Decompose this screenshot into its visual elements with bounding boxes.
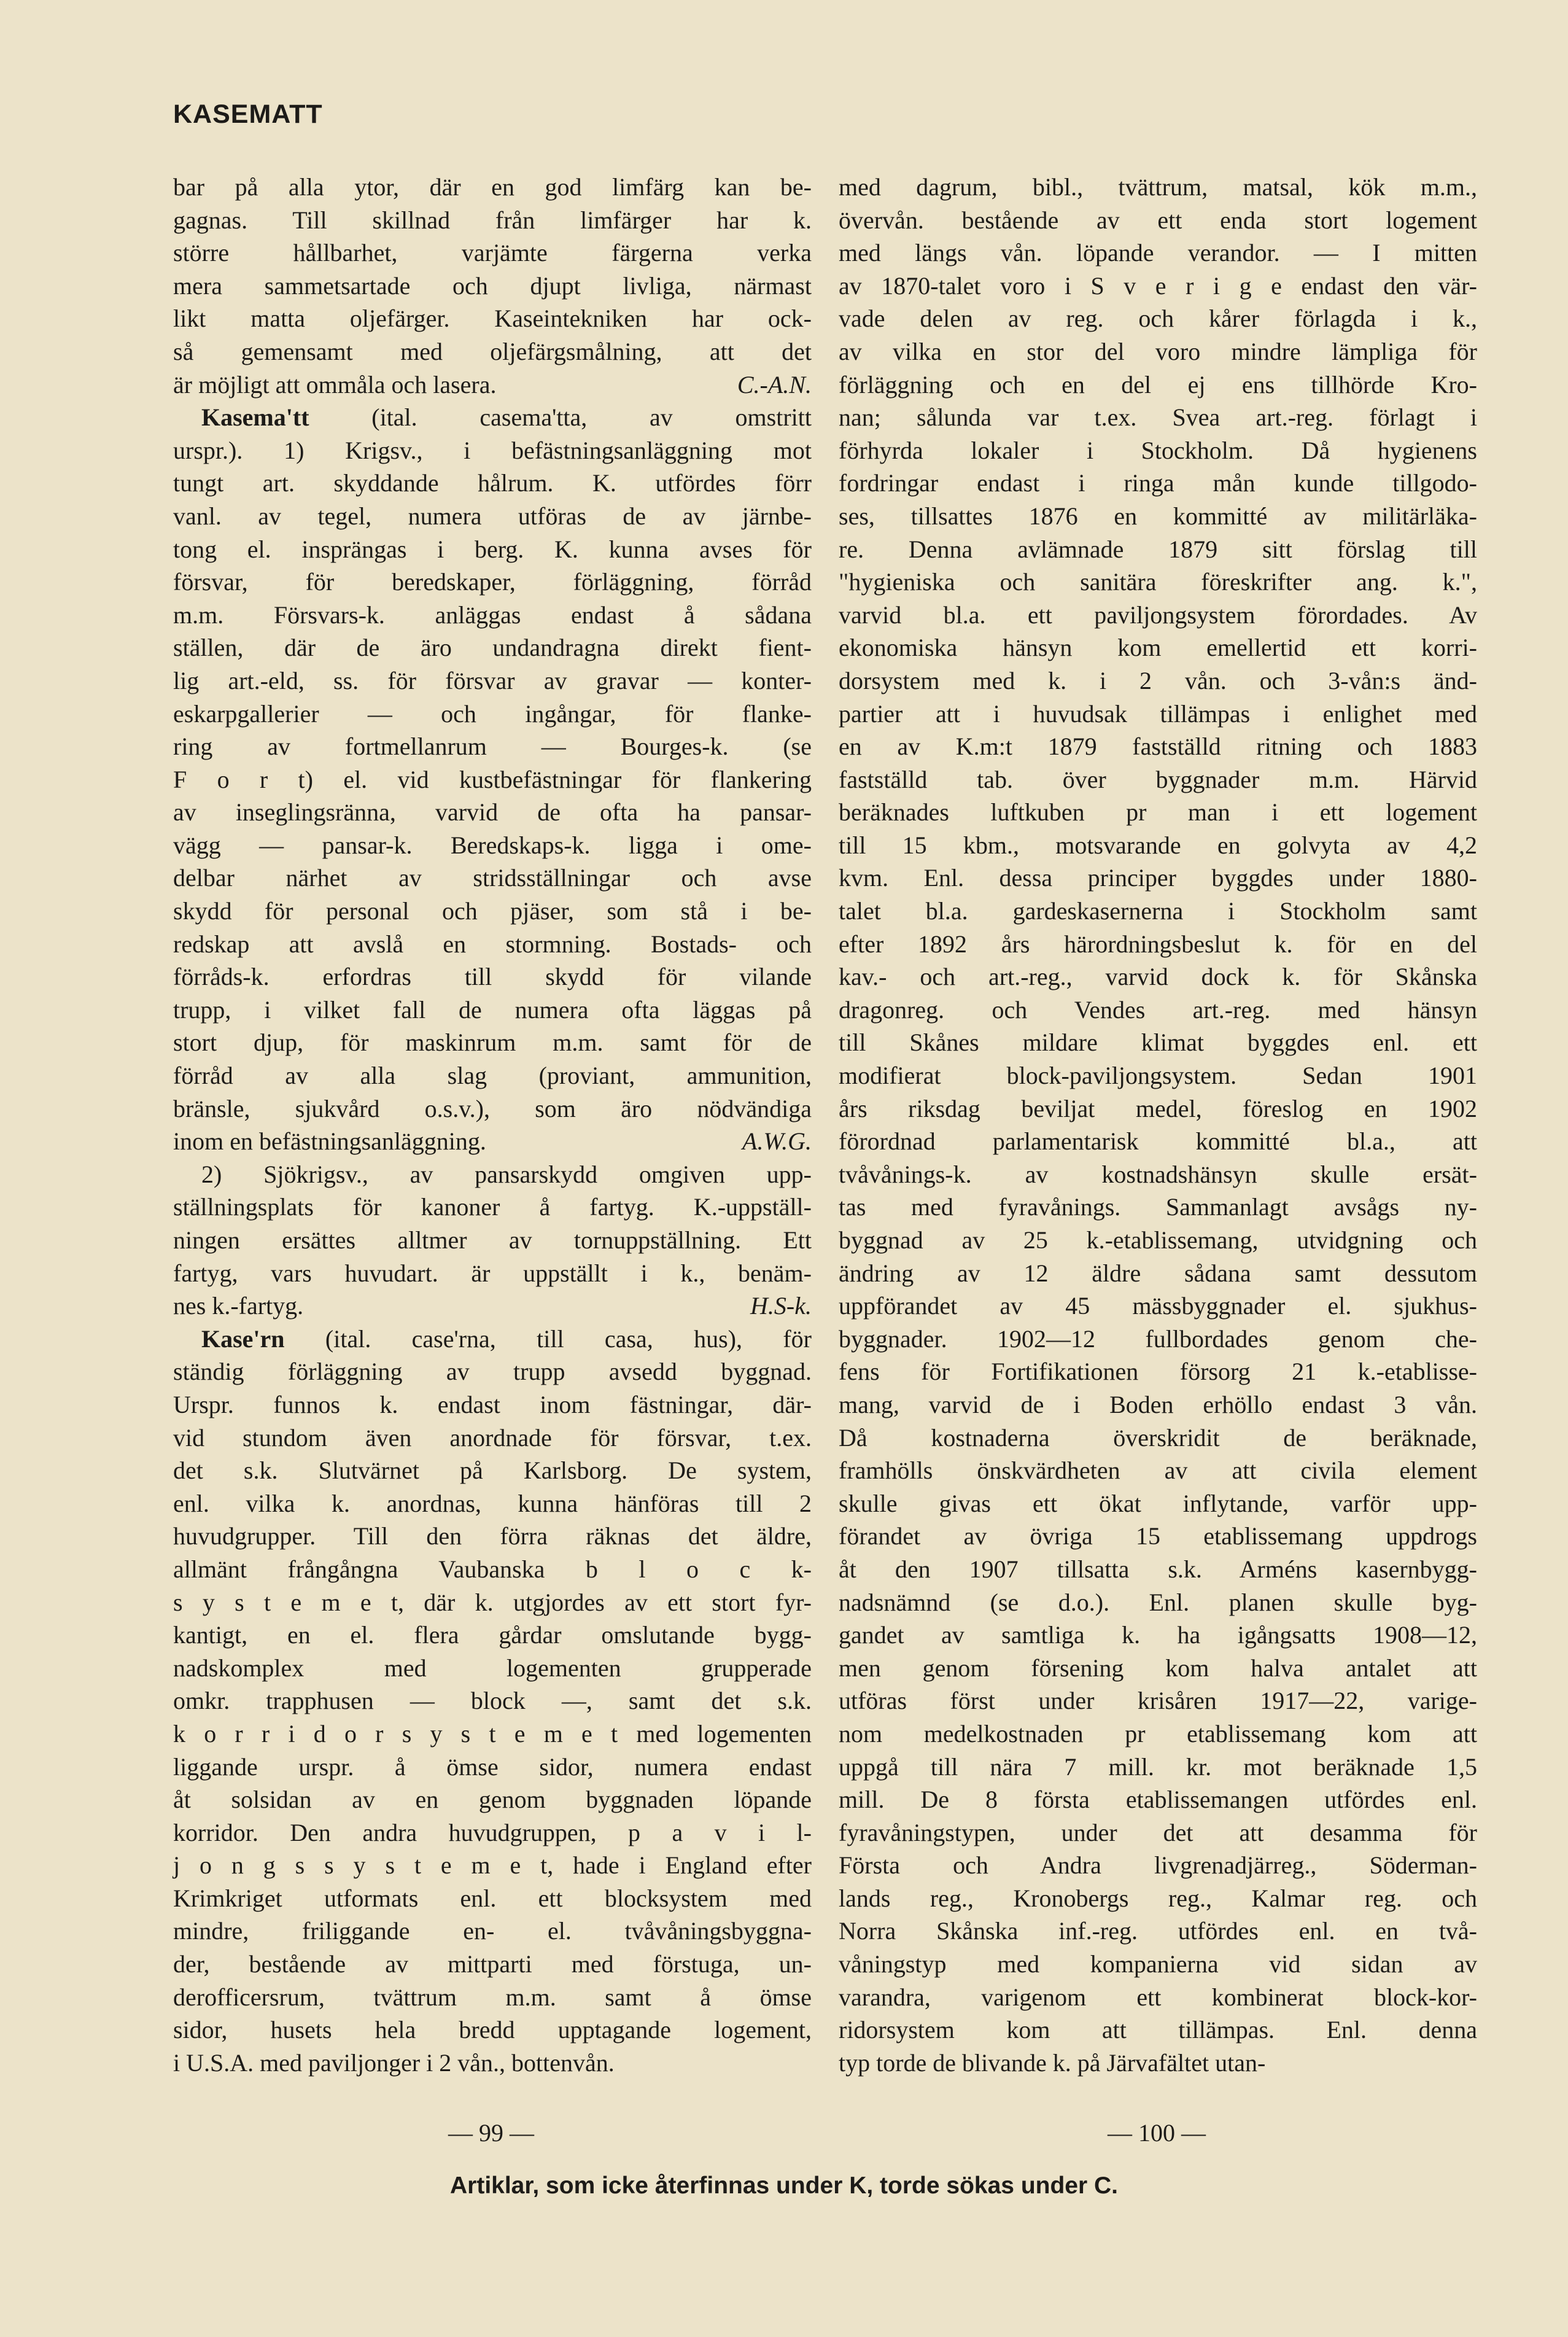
text-line xyxy=(839,1586,1477,1619)
line-text: j o n g s s y s t e m e t, hade i England efter xyxy=(173,1851,812,1880)
text-line xyxy=(173,1717,812,1751)
text-line xyxy=(173,1355,812,1388)
text-line xyxy=(173,631,812,664)
line-text: ständig förläggning av trupp avsedd byggnad. xyxy=(173,1358,812,1386)
text-line xyxy=(173,2047,812,2080)
line-text: s y s t e m e t, där k. utgjordes av ett stort fyr- xyxy=(173,1588,812,1616)
text-line xyxy=(173,1619,812,1652)
text-line xyxy=(173,566,812,599)
text-line xyxy=(173,434,812,467)
headword: Kase'rn xyxy=(201,1324,285,1353)
text-line xyxy=(173,960,812,994)
line-text: nadskomplex med logementen grupperade xyxy=(173,1654,812,1682)
line-text: åt den 1907 tillsatta s.k. Arméns kasernbygg- xyxy=(839,1555,1477,1583)
text-line xyxy=(173,796,812,829)
line-text: fartyg, vars huvudart. är uppställt i k., benäm- xyxy=(173,1259,812,1287)
line-text: bar på alla ytor, där en god limfärg kan be- xyxy=(173,173,812,201)
text-line xyxy=(173,401,812,434)
line-text: derofficersrum, tvättrum m.m. samt å ömse xyxy=(173,1983,812,2011)
line-text: av 1870-talet voro i S v e r i g e endast den vär- xyxy=(839,271,1477,300)
line-text: av inseglingsränna, varvid de ofta ha pansar- xyxy=(173,798,812,826)
line-text: nom medelkostnaden pr etablissemang kom att xyxy=(839,1719,1477,1748)
line-text: förråds-k. erfordras till skydd för vilande xyxy=(173,963,812,991)
line-text: åt solsidan av en genom byggnaden löpande xyxy=(173,1786,812,1814)
text-line xyxy=(839,1948,1477,1981)
text-line xyxy=(173,1257,812,1290)
line-text: försvar, för beredskaper, förläggning, förråd xyxy=(173,568,812,596)
line-text: 2) Sjökrigsv., av pansarskydd omgiven upp- xyxy=(201,1160,812,1188)
text-line xyxy=(173,2013,812,2047)
text-line xyxy=(173,1652,812,1685)
text-line xyxy=(839,1125,1477,1158)
text-line xyxy=(839,2013,1477,2047)
text-line xyxy=(173,204,812,237)
page-number-right: — 100 — xyxy=(1108,2119,1206,2147)
text-line xyxy=(173,533,812,566)
line-text: kvm. Enl. dessa principer byggdes under 1880- xyxy=(839,864,1477,892)
text-line xyxy=(173,1553,812,1586)
line-text: der, bestående av mittparti med förstuga, un- xyxy=(173,1950,812,1978)
text-line xyxy=(173,1454,812,1487)
text-line xyxy=(173,664,812,698)
line-text: "hygieniska och sanitära föreskrifter ang. k.", xyxy=(839,568,1477,596)
line-text: modifierat block-paviljongsystem. Sedan 1901 xyxy=(839,1062,1477,1090)
text-line xyxy=(839,599,1477,632)
line-text: tong el. insprängas i berg. K. kunna avses för xyxy=(173,535,812,563)
line-text: likt matta oljefärger. Kaseintekniken har ock- xyxy=(173,305,812,333)
text-line xyxy=(839,1882,1477,1915)
line-text: varandra, varigenom ett kombinerat block-kor- xyxy=(839,1983,1477,2011)
line-text: beräknades luftkuben pr man i ett logement xyxy=(839,798,1477,826)
line-text: är möjligt att ommåla och lasera. xyxy=(173,370,497,399)
line-text: vanl. av tegel, numera utföras de av järnbe- xyxy=(173,502,812,530)
line-text: ridorsystem kom att tillämpas. Enl. denna xyxy=(839,2016,1477,2044)
line-text: ställningsplats för kanoner å fartyg. K.-uppställ- xyxy=(173,1193,812,1221)
text-line xyxy=(839,1849,1477,1882)
line-text: redskap att avslå en stormning. Bostads- och xyxy=(173,930,812,958)
left-column xyxy=(173,171,812,2079)
text-line xyxy=(839,1751,1477,1784)
text-line xyxy=(839,960,1477,994)
line-text: huvudgrupper. Till den förra räknas det äldre, xyxy=(173,1522,812,1550)
line-text: Första och Andra livgrenadjärreg., Söderman- xyxy=(839,1851,1477,1880)
text-line xyxy=(173,270,812,303)
line-text: delbar närhet av stridsställningar och avse xyxy=(173,864,812,892)
line-text: Då kostnaderna överskridit de beräknade, xyxy=(839,1423,1477,1452)
line-text: kantigt, en el. flera gårdar omslutande bygg- xyxy=(173,1621,812,1649)
line-text: mill. De 8 första etablissemangen utfördes enl. xyxy=(839,1786,1477,1814)
text-line xyxy=(839,1684,1477,1717)
text-line xyxy=(839,1652,1477,1685)
line-text: lands reg., Kronobergs reg., Kalmar reg. och xyxy=(839,1884,1477,1912)
line-text: skulle givas ett ökat inflytande, varför upp- xyxy=(839,1489,1477,1517)
line-text: lig art.-eld, ss. för försvar av gravar — konter- xyxy=(173,666,812,694)
line-text: typ torde de blivande k. på Järvafältet utan- xyxy=(839,2048,1266,2077)
text-line xyxy=(173,236,812,270)
text-line xyxy=(839,1783,1477,1816)
line-text: gandet av samtliga k. ha igångsatts 1908—12, xyxy=(839,1621,1477,1649)
text-line xyxy=(173,763,812,796)
text-line xyxy=(839,236,1477,270)
text-line xyxy=(173,698,812,731)
text-line xyxy=(173,500,812,533)
line-text: Norra Skånska inf.-reg. utfördes enl. en två- xyxy=(839,1917,1477,1945)
line-text: ändring av 12 äldre sådana samt dessutom xyxy=(839,1259,1477,1287)
text-line xyxy=(173,1092,812,1126)
line-text: fastställd tab. över byggnader m.m. Härvid xyxy=(839,765,1477,793)
text-line xyxy=(839,1289,1477,1323)
line-text: års riksdag beviljat medel, föreslog en 1902 xyxy=(839,1094,1477,1122)
text-line xyxy=(839,335,1477,368)
text-line xyxy=(839,500,1477,533)
line-text: re. Denna avlämnade 1879 sitt förslag till xyxy=(839,535,1477,563)
text-line xyxy=(173,1586,812,1619)
line-text: dragonreg. och Vendes art.-reg. med hänsyn xyxy=(839,995,1477,1024)
text-line xyxy=(173,1948,812,1981)
right-column xyxy=(839,171,1477,2079)
text-line xyxy=(839,171,1477,204)
line-text: framhölls önskvärdheten av att civila element xyxy=(839,1456,1477,1485)
text-line xyxy=(839,533,1477,566)
line-text: förhyrda lokaler i Stockholm. Då hygienens xyxy=(839,436,1477,464)
line-text: vade delen av reg. och kårer förlagda i k., xyxy=(839,305,1477,333)
text-line xyxy=(839,2047,1477,2080)
line-text: ställen, där de äro undandragna direkt fient- xyxy=(173,634,812,662)
line-text: nes k.-fartyg. xyxy=(173,1292,304,1320)
line-text: gagnas. Till skillnad från limfärger har k. xyxy=(173,206,812,234)
line-text: nadsnämnd (se d.o.). Enl. planen skulle byg- xyxy=(839,1588,1477,1616)
line-text: kav.- och art.-reg., varvid dock k. för Skånska xyxy=(839,963,1477,991)
line-text: till Skånes mildare klimat byggdes enl. ett xyxy=(839,1029,1477,1057)
text-line xyxy=(173,1191,812,1224)
line-text: tungt art. skyddande hålrum. K. utfördes förr xyxy=(173,469,812,497)
line-text: fordringar endast i ringa mån kunde tillgodo- xyxy=(839,469,1477,497)
text-line xyxy=(839,763,1477,796)
line-text: utföras först under krisåren 1917—22, varige- xyxy=(839,1687,1477,1715)
line-text: våningstyp med kompanierna vid sidan av xyxy=(839,1950,1477,1978)
text-line xyxy=(173,1882,812,1915)
text-line xyxy=(839,1059,1477,1092)
line-text: vägg — pansar-k. Beredskaps-k. ligga i ome- xyxy=(173,831,812,859)
text-line xyxy=(173,994,812,1027)
line-text: ses, tillsattes 1876 en kommitté av militärläka- xyxy=(839,502,1477,530)
text-line xyxy=(839,861,1477,895)
line-text: mindre, friliggande en- el. tvåvåningsbyggna- xyxy=(173,1917,812,1945)
page-number-left: — 99 — xyxy=(448,2119,534,2147)
text-line xyxy=(173,1520,812,1553)
line-text: förordnad parlamentarisk kommitté bl.a., att xyxy=(839,1127,1477,1156)
text-line xyxy=(173,335,812,368)
text-line xyxy=(839,994,1477,1027)
text-line xyxy=(173,1816,812,1849)
text-line xyxy=(839,1355,1477,1388)
line-text: Krimkriget utformats enl. ett blocksystem med xyxy=(173,1884,812,1912)
text-line xyxy=(173,171,812,204)
text-line xyxy=(839,302,1477,335)
text-line xyxy=(173,1915,812,1948)
line-text: m.m. Försvars-k. anläggas endast å sådana xyxy=(173,601,812,629)
line-text: talet bl.a. gardeskasernerna i Stockholm samt xyxy=(839,897,1477,925)
text-line xyxy=(839,698,1477,731)
line-text: med längs vån. löpande verandor. — I mitten xyxy=(839,239,1477,267)
line-text: byggnader. 1902—12 fullbordades genom che- xyxy=(839,1324,1477,1353)
text-line xyxy=(173,368,812,402)
line-text: förläggning och en del ej ens tillhörde Kro- xyxy=(839,370,1477,399)
text-line xyxy=(173,1388,812,1421)
text-line xyxy=(839,368,1477,402)
line-text: ekonomiska hänsyn kom emellertid ett korri- xyxy=(839,634,1477,662)
line-text: uppgå till nära 7 mill. kr. mot beräknade 1,5 xyxy=(839,1752,1477,1781)
text-line xyxy=(839,566,1477,599)
text-line xyxy=(173,861,812,895)
text-line xyxy=(839,1191,1477,1224)
text-line xyxy=(839,270,1477,303)
text-line xyxy=(173,1158,812,1191)
text-line xyxy=(839,1454,1477,1487)
line-text: dorsystem med k. i 2 vån. och 3-vån:s änd- xyxy=(839,666,1477,694)
line-text: tas med fyravånings. Sammanlagt avsågs ny- xyxy=(839,1193,1477,1221)
line-text: större hållbarhet, varjämte färgerna verka xyxy=(173,239,812,267)
text-line xyxy=(173,1783,812,1816)
text-line xyxy=(173,1224,812,1257)
text-line xyxy=(173,599,812,632)
text-line xyxy=(173,1849,812,1882)
line-text: k o r r i d o r s y s t e m e t med logementen xyxy=(173,1719,812,1748)
text-line xyxy=(839,1981,1477,2014)
line-text: till 15 kbm., motsvarande en golvyta av 4,2 xyxy=(839,831,1477,859)
line-text: fens för Fortifikationen försorg 21 k.-etablisse- xyxy=(839,1358,1477,1386)
author-signature: C.-A.N. xyxy=(737,370,812,399)
text-line xyxy=(839,829,1477,862)
text-line xyxy=(839,467,1477,500)
text-line xyxy=(839,1487,1477,1520)
text-line xyxy=(173,895,812,928)
running-head: KASEMATT xyxy=(173,99,323,129)
line-text: nan; sålunda var t.ex. Svea art.-reg. förlagt i xyxy=(839,403,1477,432)
text-line xyxy=(839,1619,1477,1652)
line-text: sidor, husets hela bredd upptagande logement, xyxy=(173,2016,812,2044)
line-text: F o r t) el. vid kustbefästningar för flankering xyxy=(173,765,812,793)
text-line xyxy=(173,1125,812,1158)
line-text: förråd av alla slag (proviant, ammunition, xyxy=(173,1062,812,1090)
line-text: enl. vilka k. anordnas, kunna hänföras till 2 xyxy=(173,1489,812,1517)
text-line xyxy=(173,1487,812,1520)
line-text: av vilka en stor del voro mindre lämpliga för xyxy=(839,337,1477,365)
line-text: ningen ersättes alltmer av tornuppställning. Ett xyxy=(173,1226,812,1254)
text-line xyxy=(839,1816,1477,1849)
line-text: inom en befästningsanläggning. xyxy=(173,1127,486,1156)
text-line xyxy=(839,928,1477,961)
line-text: partier att i huvudsak tillämpas i enlighet med xyxy=(839,699,1477,728)
line-text: ring av fortmellanrum — Bourges-k. (se xyxy=(173,733,812,761)
text-line xyxy=(839,1388,1477,1421)
line-text: fyravåningstypen, under det att desamma för xyxy=(839,1818,1477,1846)
line-text: byggnad av 25 k.-etablissemang, utvidgning och xyxy=(839,1226,1477,1254)
text-line xyxy=(839,1717,1477,1751)
author-signature: A.W.G. xyxy=(742,1127,812,1156)
text-line xyxy=(839,1323,1477,1356)
text-line xyxy=(839,1026,1477,1059)
text-line xyxy=(839,1421,1477,1455)
line-text: det s.k. Slutvärnet på Karlsborg. De system, xyxy=(173,1456,812,1485)
line-text: efter 1892 års härordningsbeslut k. för en del xyxy=(839,930,1477,958)
line-text: uppförandet av 45 mässbyggnader el. sjukhus- xyxy=(839,1292,1477,1320)
line-text: skydd för personal och pjäser, som stå i be- xyxy=(173,897,812,925)
text-line xyxy=(173,467,812,500)
line-text: eskarpgallerier — och ingångar, för flanke- xyxy=(173,699,812,728)
line-text: stort djup, för maskinrum m.m. samt för de xyxy=(173,1029,812,1057)
text-line xyxy=(839,730,1477,763)
footer-note: Artiklar, som icke återfinnas under K, torde sökas under C. xyxy=(449,2172,1118,2199)
text-line xyxy=(839,1224,1477,1257)
text-line xyxy=(173,730,812,763)
text-line xyxy=(839,631,1477,664)
line-text: vid stundom även anordnade för försvar, t.ex. xyxy=(173,1423,812,1452)
line-text: liggande urspr. å ömse sidor, numera endast xyxy=(173,1752,812,1781)
line-text: varvid bl.a. ett paviljongsystem förordades. Av xyxy=(839,601,1477,629)
line-text: mera sammetsartade och djupt livliga, närmast xyxy=(173,271,812,300)
line-text: mang, varvid de i Boden erhöllo endast 3 vån. xyxy=(839,1390,1477,1418)
line-text: urspr.). 1) Krigsv., i befästningsanläggning mot xyxy=(173,436,812,464)
text-line xyxy=(839,1257,1477,1290)
line-text: allmänt frångångna Vaubanska b l o c k- xyxy=(173,1555,812,1583)
text-line xyxy=(173,1684,812,1717)
line-text: i U.S.A. med paviljonger i 2 vån., bottenvån. xyxy=(173,2048,615,2077)
text-line xyxy=(839,434,1477,467)
line-text: (ital. case'rna, till casa, hus), för xyxy=(284,1324,812,1353)
line-text: med dagrum, bibl., tvättrum, matsal, kök m.m., xyxy=(839,173,1477,201)
text-line xyxy=(173,302,812,335)
text-line xyxy=(839,895,1477,928)
text-line xyxy=(173,1059,812,1092)
text-line xyxy=(173,1323,812,1356)
line-text: omkr. trapphusen — block —, samt det s.k. xyxy=(173,1687,812,1715)
text-line xyxy=(173,1421,812,1455)
line-text: Urspr. funnos k. endast inom fästningar, där- xyxy=(173,1390,812,1418)
text-line xyxy=(839,1158,1477,1191)
line-text: övervån. bestående av ett enda stort logement xyxy=(839,206,1477,234)
line-text: trupp, i vilket fall de numera ofta läggas på xyxy=(173,995,812,1024)
text-line xyxy=(173,928,812,961)
author-signature: H.S-k. xyxy=(750,1292,812,1320)
text-line xyxy=(839,204,1477,237)
text-line xyxy=(173,1981,812,2014)
line-text: tvåvånings-k. av kostnadshänsyn skulle ersät- xyxy=(839,1160,1477,1188)
text-line xyxy=(173,1026,812,1059)
text-line xyxy=(839,664,1477,698)
line-text: korridor. Den andra huvudgruppen, p a v i l- xyxy=(173,1818,812,1846)
text-line xyxy=(839,1553,1477,1586)
text-line xyxy=(173,829,812,862)
text-line xyxy=(839,1520,1477,1553)
text-line xyxy=(173,1289,812,1323)
line-text: en av K.m:t 1879 fastställd ritning och 1883 xyxy=(839,733,1477,761)
line-text: förandet av övriga 15 etablissemang uppdrogs xyxy=(839,1522,1477,1550)
line-text: men genom försening kom halva antalet att xyxy=(839,1654,1477,1682)
text-line xyxy=(839,401,1477,434)
line-text: så gemensamt med oljefärgsmålning, att det xyxy=(173,337,812,365)
text-line xyxy=(839,1915,1477,1948)
line-text: bränsle, sjukvård o.s.v.), som äro nödvändiga xyxy=(173,1094,812,1122)
text-line xyxy=(839,1092,1477,1126)
headword: Kasema'tt xyxy=(201,403,309,432)
text-line xyxy=(173,1751,812,1784)
line-text: (ital. casema'tta, av omstritt xyxy=(309,403,812,432)
text-line xyxy=(839,796,1477,829)
